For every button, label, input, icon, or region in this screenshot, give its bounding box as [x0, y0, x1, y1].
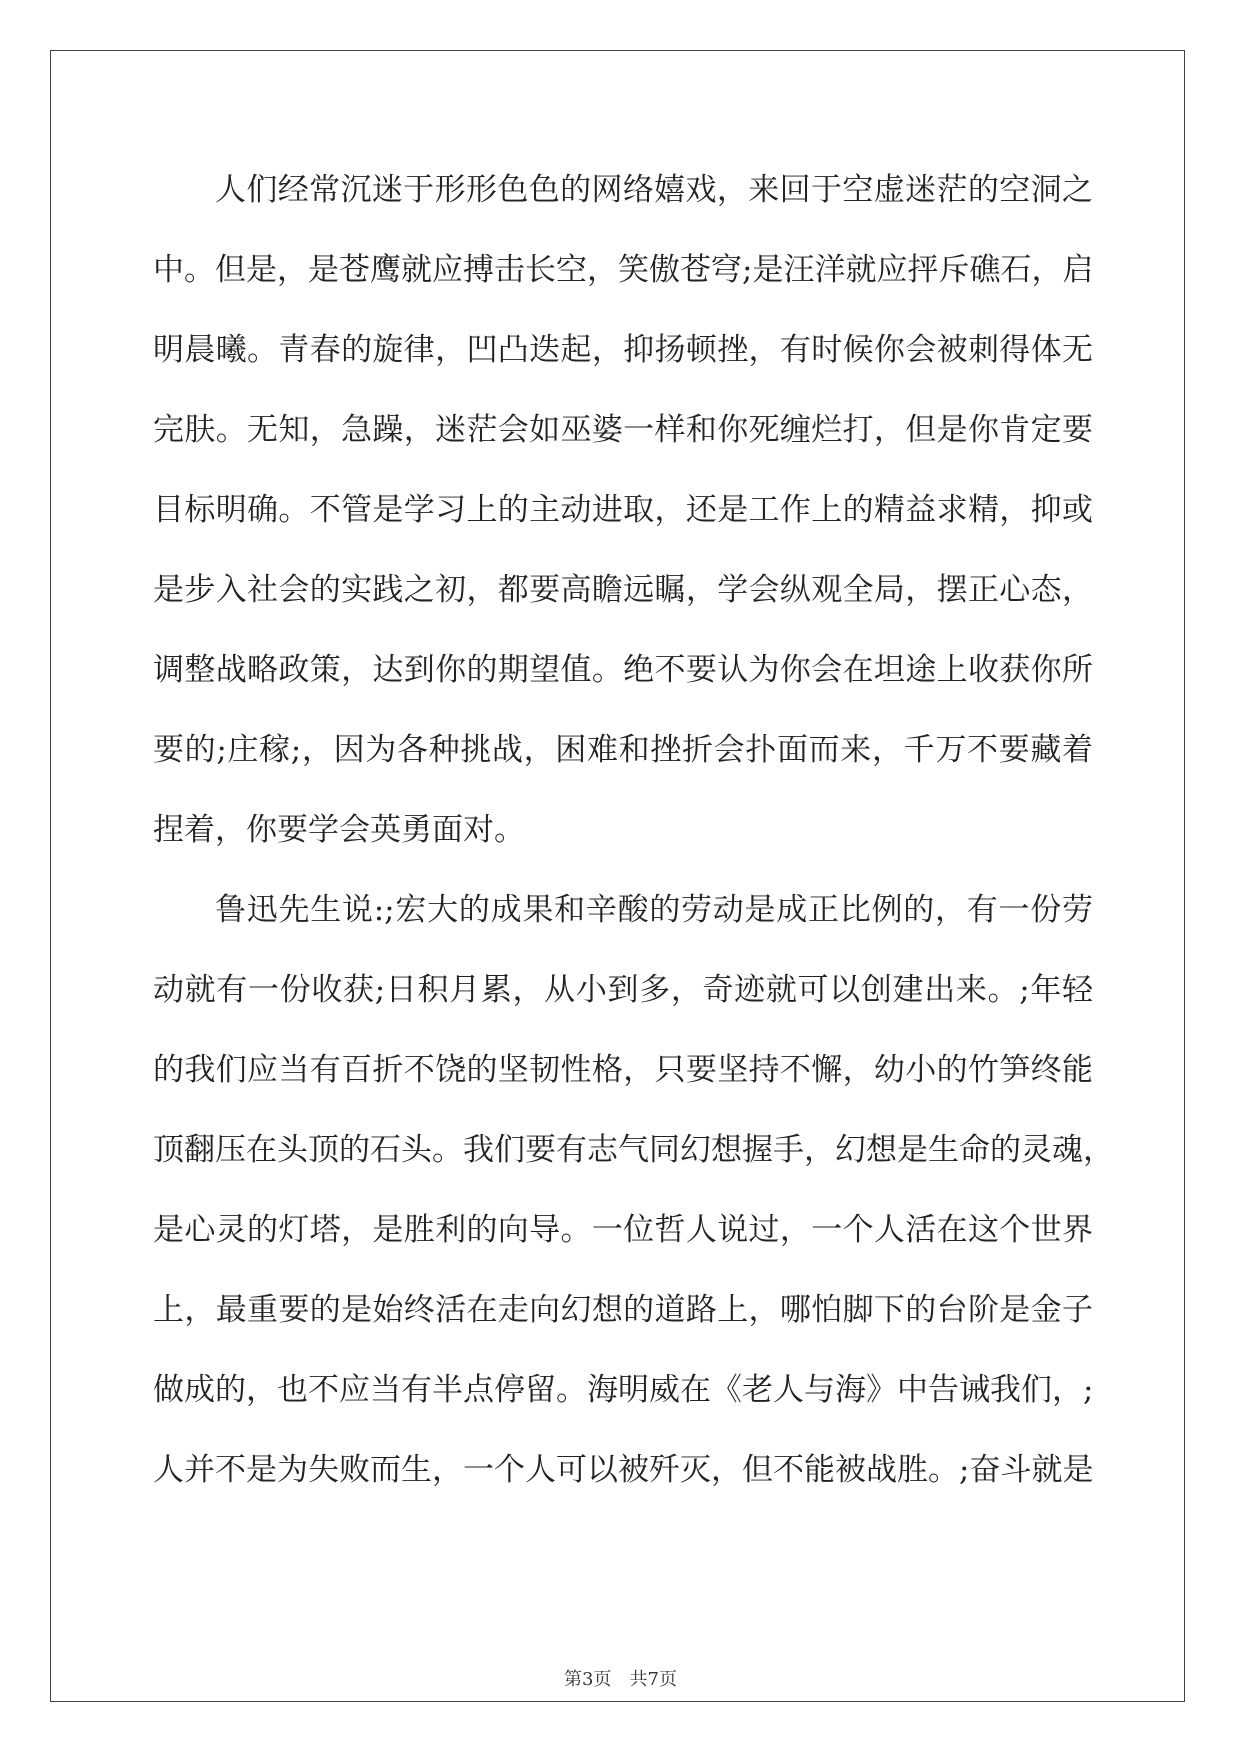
text-line: 人并不是为失败而生，一个人可以被歼灭，但不能被战胜。;奋斗就是: [153, 1452, 1094, 1488]
text-line: 动就有一份收获;日积月累，从小到多，奇迹就可以创建出来。;年轻: [153, 972, 1093, 1008]
text-line: 是步入社会的实践之初，都要高瞻远瞩，学会纵观全局，摆正心态，: [153, 572, 1093, 608]
text-line: 顶翻压在头顶的石头。我们要有志气同幻想握手，幻想是生命的灵魂，: [153, 1132, 1114, 1168]
text-line: 是心灵的灯塔，是胜利的向导。一位哲人说过，一个人活在这个世界: [153, 1212, 1093, 1248]
text-line: 上，最重要的是始终活在走向幻想的道路上，哪怕脚下的台阶是金子: [153, 1292, 1093, 1328]
text-line: 要的;庄稼;，因为各种挑战，困难和挫折会扑面而来，千万不要藏着: [153, 732, 1093, 768]
text-line: 捏着，你要学会英勇面对。: [153, 812, 525, 848]
text-line: 做成的，也不应当有半点停留。海明威在《老人与海》中告诫我们，;: [153, 1372, 1094, 1408]
text-line: 的我们应当有百折不饶的坚韧性格，只要坚持不懈，幼小的竹笋终能: [153, 1052, 1093, 1088]
text-line: 目标明确。不管是学习上的主动进取，还是工作上的精益求精，抑或: [153, 492, 1093, 528]
text-line: 完肤。无知，急躁，迷茫会如巫婆一样和你死缠烂打，但是你肯定要: [153, 412, 1093, 448]
text-line: 调整战略政策，达到你的期望值。绝不要认为你会在坦途上收获你所: [153, 652, 1093, 688]
document-body: [153, 150, 1114, 1510]
text-line: 明晨曦。青春的旋律，凹凸迭起，抑扬顿挫，有时候你会被刺得体无: [153, 332, 1093, 368]
text-line: 鲁迅先生说:;宏大的成果和辛酸的劳动是成正比例的，有一份劳: [215, 892, 1093, 928]
page-number-footer: 第3页 共7页: [564, 1669, 677, 1690]
text-line: 中。但是，是苍鹰就应搏击长空，笑傲苍穹;是汪洋就应抨斥礁石，启: [153, 252, 1094, 288]
text-line: 人们经常沉迷于形形色色的网络嬉戏，来回于空虚迷茫的空洞之: [215, 172, 1093, 208]
